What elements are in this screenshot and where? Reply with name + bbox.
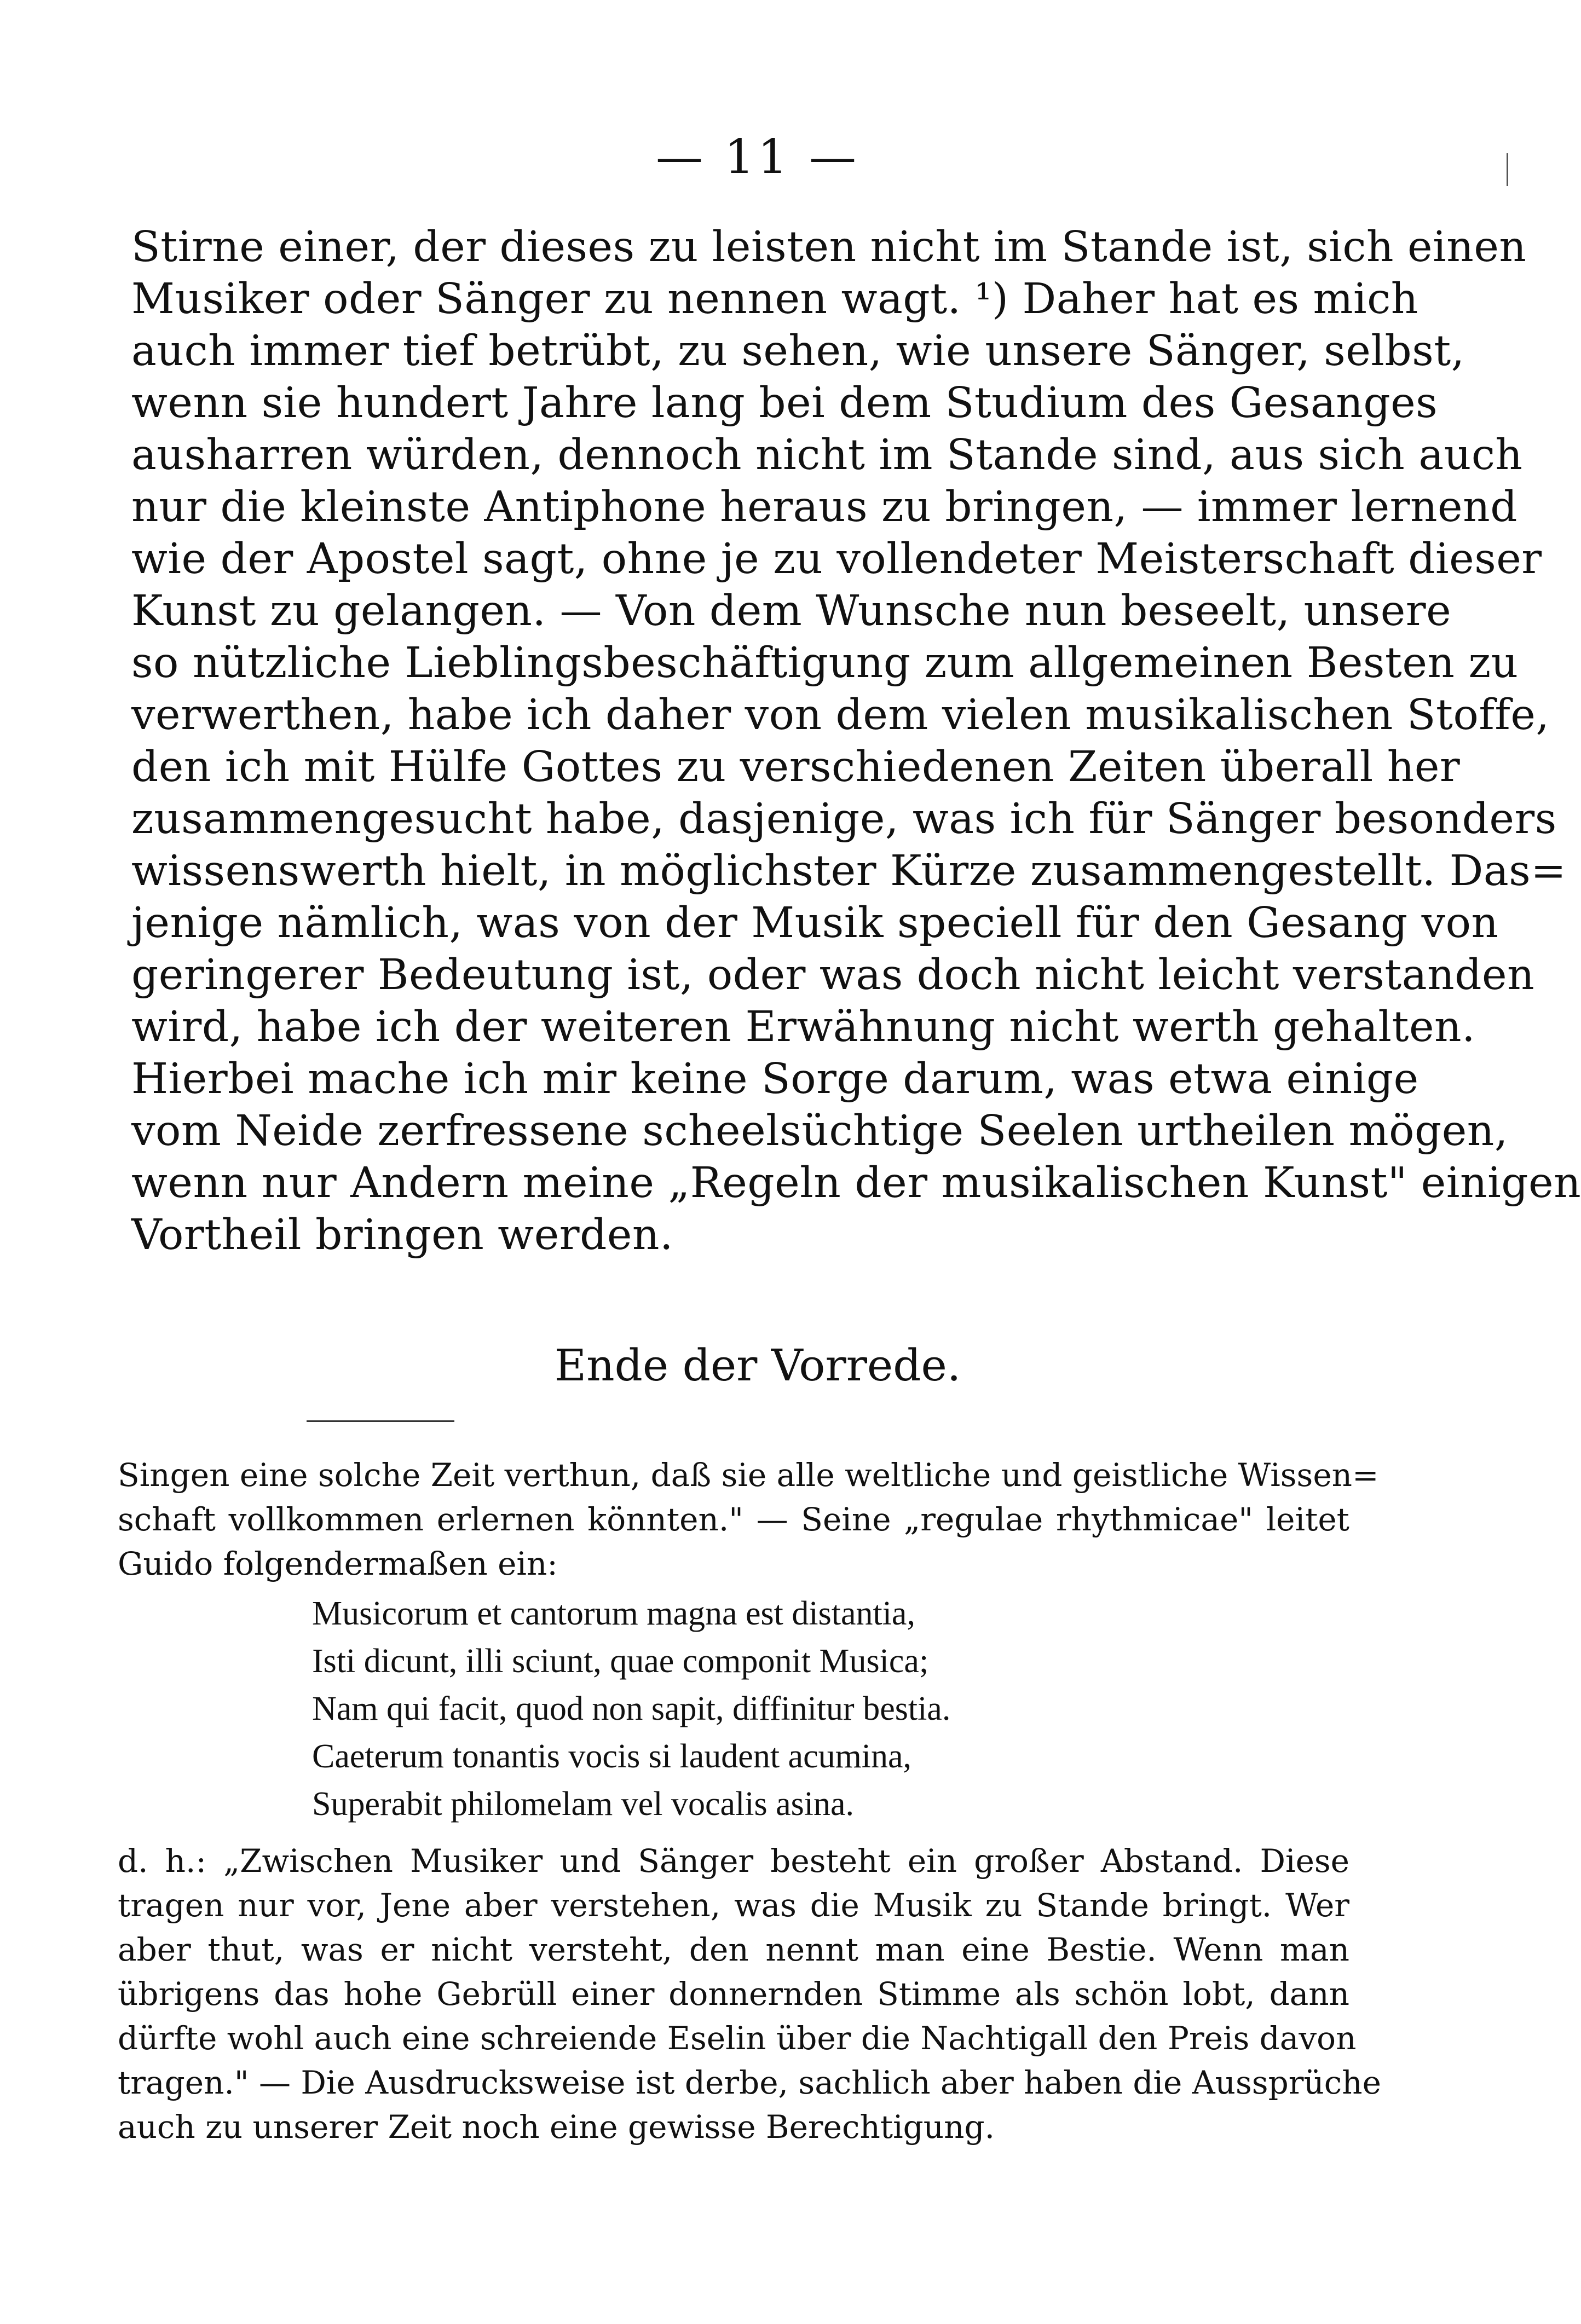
footnote-line: aber thut, was er nicht versteht, den nennt man eine Bestie. Wenn man: [118, 1931, 1349, 1968]
closing-heading: Ende der Vorrede.: [554, 1340, 961, 1391]
scan-edge-mark: [1507, 153, 1508, 186]
text-line: verwerthen, habe ich daher von dem vielen musikalischen Stoffe,: [131, 691, 1550, 739]
latin-verse: [312, 1590, 1325, 1828]
text-line: jenige nämlich, was von der Musik speciell für den Gesang von: [131, 899, 1499, 947]
text-line: nur die kleinste Antiphone heraus zu bringen, — immer lernend: [131, 483, 1517, 531]
verse-line: Isti dicunt, illi sciunt, quae componit Musica;: [312, 1643, 929, 1680]
text-line: Stirne einer, der dieses zu leisten nicht im Stande ist, sich einen: [131, 223, 1527, 271]
footnote-rule: [307, 1420, 454, 1422]
text-line: wird, habe ich der weiteren Erwähnung nicht werth gehalten.: [131, 1003, 1476, 1051]
text-line: Musiker oder Sänger zu nennen wagt. ¹) Daher hat es mich: [131, 275, 1418, 323]
main-text: [131, 221, 1581, 1261]
text-line: vom Neide zerfressene scheelsüchtige Seelen urtheilen mögen,: [131, 1107, 1508, 1155]
verse-line: Nam qui facit, quod non sapit, diffinitur bestia.: [312, 1690, 951, 1727]
footnote-line: dürfte wohl auch eine schreiende Eselin über die Nachtigall den Preis davon: [118, 2020, 1357, 2057]
text-line: zusammengesucht habe, dasjenige, was ich für Sänger besonders: [131, 795, 1557, 843]
text-line: wissenswerth hielt, in möglichster Kürze zusammengestellt. Das=: [131, 847, 1567, 895]
footnote-line: schaft vollkommen erlernen könnten." — Seine „regulae rhythmicae" leitet: [118, 1501, 1349, 1538]
text-line: so nützliche Lieblingsbeschäftigung zum allgemeinen Besten zu: [131, 639, 1519, 687]
text-line: Kunst zu gelangen. — Von dem Wunsche nun beseelt, unsere: [131, 587, 1452, 635]
footnote-bottom: [118, 1839, 1381, 2149]
footnote-line: auch zu unserer Zeit noch eine gewisse Berechtigung.: [118, 2108, 995, 2146]
text-line: wenn sie hundert Jahre lang bei dem Studium des Gesanges: [131, 379, 1438, 427]
text-line: den ich mit Hülfe Gottes zu verschiedenen Zeiten überall her: [131, 743, 1461, 791]
footnote-line: tragen." — Die Ausdrucksweise ist derbe, sachlich aber haben die Aussprüche: [118, 2064, 1381, 2101]
footnote-line: übrigens das hohe Gebrüll einer donnernden Stimme als schön lobt, dann: [118, 1975, 1349, 2013]
footnote-line: Guido folgendermaßen ein:: [118, 1545, 558, 1582]
verse-line: Musicorum et cantorum magna est distantia,: [312, 1595, 915, 1632]
verse-line: Superabit philomelam vel vocalis asina.: [312, 1785, 855, 1823]
verse-line: Caeterum tonantis vocis si laudent acumina,: [312, 1738, 912, 1775]
text-line: wenn nur Andern meine „Regeln der musikalischen Kunst" einigen: [131, 1159, 1581, 1207]
footnote-line: Singen eine solche Zeit verthun, daß sie alle weltliche und geistliche Wissen=: [118, 1456, 1379, 1494]
footnote-top: [118, 1453, 1379, 1586]
footnote-line: d. h.: „Zwischen Musiker und Sänger besteht ein großer Abstand. Diese: [118, 1842, 1349, 1880]
page-number: — 11 —: [655, 130, 860, 184]
text-line: geringerer Bedeutung ist, oder was doch nicht leicht verstanden: [131, 951, 1535, 999]
text-line: auch immer tief betrübt, zu sehen, wie unsere Sänger, selbst,: [131, 327, 1465, 375]
text-line: ausharren würden, dennoch nicht im Stande sind, aus sich auch: [131, 431, 1523, 479]
footnote-line: tragen nur vor, Jene aber verstehen, was die Musik zu Stande bringt. Wer: [118, 1887, 1349, 1924]
text-line: Vortheil bringen werden.: [131, 1211, 673, 1259]
text-line: wie der Apostel sagt, ohne je zu vollendeter Meisterschaft dieser: [131, 535, 1542, 583]
text-line: Hierbei mache ich mir keine Sorge darum, was etwa einige: [131, 1055, 1419, 1103]
